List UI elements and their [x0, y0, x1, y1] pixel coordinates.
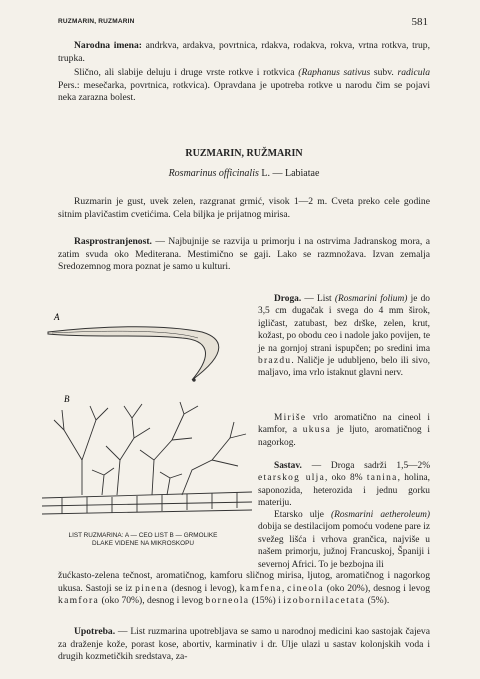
article-subtitle: Rosmarinus officinalis L. — Labiatae	[168, 168, 320, 179]
droga-label: Droga.	[274, 294, 302, 304]
article-title: RUZMARIN, RUŽMARIN	[185, 148, 303, 159]
rasprostranjenost-paragraph: Rasprostranjenost. — Najbujnije se razvija u primorju i na ostrvima Jadranskog mora, a zatim svuda oko Mediterana. Mestimično se gaji. Lako se razmnožava. Izvan zemalja Sredozemnog mora poznat je samo u kulturi.	[58, 236, 430, 273]
etarsko-ulje-paragraph: Etarsko ulje (Rosmarini aetheroleum) dobija se destilacijom pomoću vodene pare iz svežeg lišća i vrhova grančica, najviše u našem primorju, južnoj Francuskoj, Španiji i severnoj Africi. To je bezbojna ili	[258, 510, 430, 570]
narodna-imena-paragraph: Narodna imena: andrkva, ardakva, povrtnica, rdakva, rodakva, rokva, vrtna rotkva, trup, trupka.	[58, 40, 430, 64]
sastav-paragraph: Sastav. — Droga sadrži 1,5—2% etarskog ulja, oko 8% tanina, holina, saponozida, heterozida i jednu gorku materiju.	[258, 461, 431, 509]
narodna-imena-label: Narodna imena:	[74, 40, 142, 51]
branched-hairs-drawing	[42, 402, 252, 514]
description-paragraph: Ruzmarin je gust, uvek zelen, razgranat grmić, visok 1—2 m. Cveta preko cele godine sitnim plavičastim cvetićima. Cela biljka je prijatnog mirisa.	[58, 196, 430, 220]
upotreba-label: Upotreba.	[74, 626, 116, 637]
figure-label-a: A	[54, 312, 60, 322]
sastav-continued-paragraph: žućkasto-zelena tečnost, aromatičnog, kamforu sličnog mirisa, ljutog, aromatičnog i nagorkog ukusa. Sastoji se iz pinena (desnog i levog), kamfena, cineola (oko 20%), desnog i levog kamfora (oko 70%), desnog i levog borneola (15%) i izobornilacetata (5%).	[58, 570, 431, 607]
latin-name: Rosmarinus officinalis	[168, 168, 259, 179]
page-number: 581	[411, 16, 428, 28]
rosemary-illustration	[42, 310, 252, 550]
upotreba-paragraph: Upotreba. — List ruzmarina upotrebljava se samo u narodnoj medicini kao sastojak čajeva za draženje kože, porast kose, abortiv, karminativ i dr. Ulje ulazi u sastav kolonjskih voda i drugih kozmetičkih sredstava, za-	[58, 626, 430, 663]
running-head: RUZMARIN, RUZMARIN	[58, 18, 135, 25]
droga-paragraph: Droga. — List (Rosmarini folium) je do 3,5 cm dugačak i svega do 4 mm širok, igličast, zatubast, bez drške, zelen, krut, kožast, po obodu ceo i nadole jako povijen, te je na gornjoj strani ispupčen; po sredini ima brazdu. Naličje je udubljeno, belo ili sivo, maljavo, ima vrlo istaknut glavni nerv.	[258, 294, 430, 379]
miris-paragraph: Miriše vrlo aromatično na cineol i kamfor, a ukusa je ljuto, aromatičnog i nagorkog.	[258, 413, 431, 448]
figure-label-b: B	[64, 394, 70, 404]
whole-leaf-drawing	[48, 327, 219, 381]
figure-caption: LIST RUZMARINA: A — CEO LIST B — GRMOLIKE DLAKE VIDENE NA MIKROSKOPU	[68, 532, 218, 547]
rotkvica-paragraph: Slično, ali slabije deluju i druge vrste rotkve i rotkvica (Raphanus sativus subv. radicula Pers.: mesečarka, povrtnica, rotkvica). Opravdana je upotreba rotkve u narodu čim se pojavi neka zarazna bolest.	[58, 67, 430, 104]
sastav-label: Sastav.	[274, 461, 302, 471]
rasprostranjenost-label: Rasprostranjenost.	[74, 236, 152, 247]
